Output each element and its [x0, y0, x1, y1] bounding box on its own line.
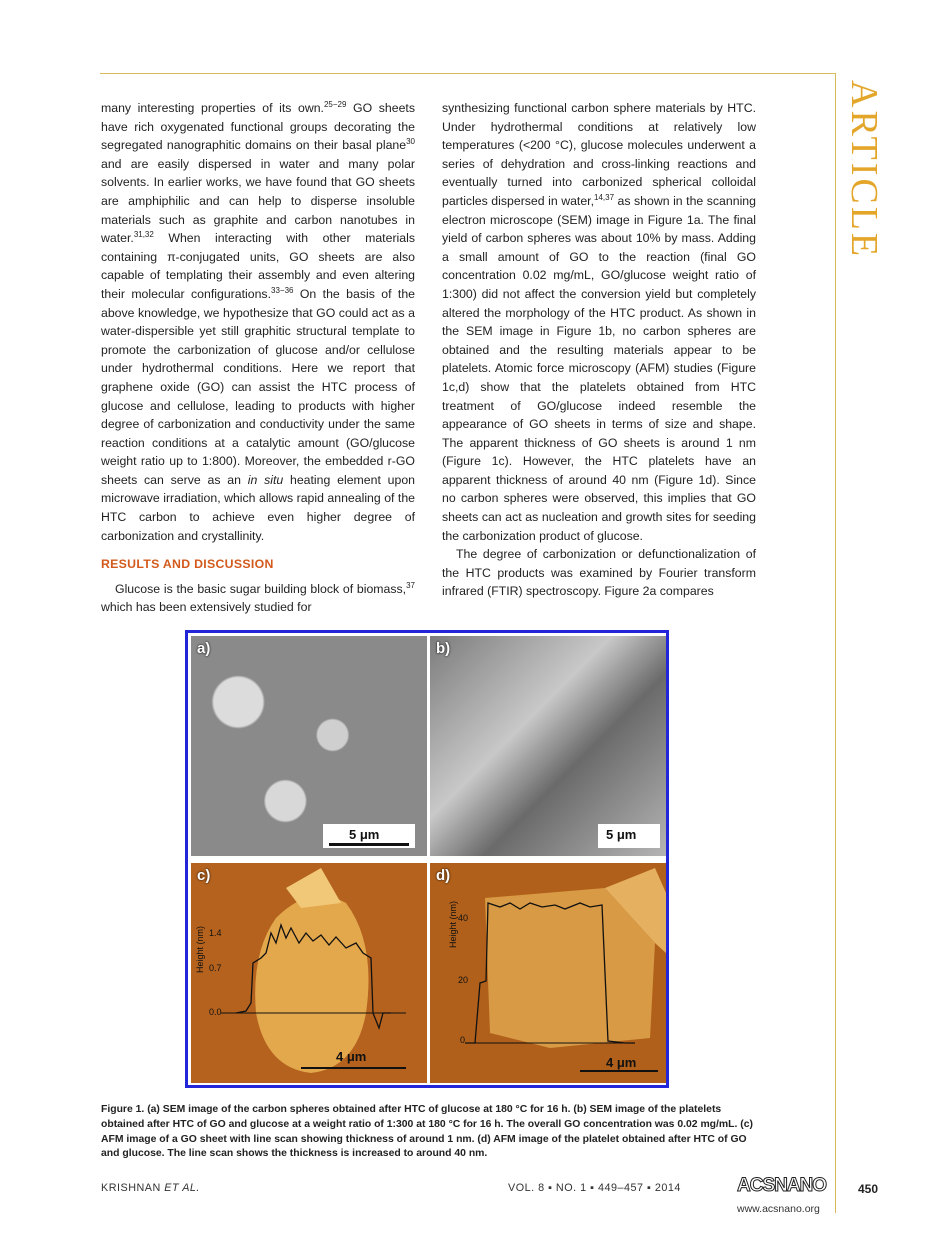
afm-d-image	[430, 863, 666, 1083]
right-paragraph-2: The degree of carbonization or defunctionalization of the HTC products was examined by Fourier transform infrared (FTIR) spectroscopy. Figure 2a compares	[442, 547, 756, 599]
afm-d-tick: 0	[460, 1035, 466, 1045]
panel-b-scale: 5 μm	[606, 827, 637, 842]
afm-panel-c	[191, 863, 427, 1083]
left-paragraph-2: Glucose is the basic sugar building block of biomass,$^{37}$ which has been extensively studied for	[101, 580, 415, 615]
panel-a-label: a)	[197, 640, 211, 657]
section-heading: RESULTS AND DISCUSSION	[101, 557, 274, 572]
right-paragraph-1: synthesizing functional carbon sphere materials by HTC. Under hydrothermal conditions at relatively low temperatures (<200 °C), glucose molecules underwent a series of dehydration and cross-linking reactions and eventually turned into carbonized spherical colloidal particles dispersed in water,$^{14,37}$ as shown in the scanning electron microscope (SEM) image in Figure 1a. The final yield of carbon spheres was about 10% by mass. Adding a small amount of GO to the reaction (final GO concentration 0.02 mg/mL, GO/glucose weight ratio of 1:300) did not affect the conversion yield but completely altered the morphology of the HTC product. As shown in the SEM image in Figure 1b, no carbon spheres are obtained and the resulting materials appear to be platelets. Atomic force microscopy (AFM) studies (Figure 1c,d) show that the platelets obtained from HTC treatment of GO/glucose indeed resemble the appearance of GO sheets in terms of size and shape. The apparent thickness of GO sheets is around 1 nm (Figure 1c). However, the HTC platelets have an apparent thickness of around 40 nm (Figure 1d). Since no carbon spheres were observed, this implies that GO sheets can act as nucleation and growth sites for seeding the carbonization product of glucose.	[442, 101, 756, 543]
figure-caption: Figure 1. (a) SEM image of the carbon spheres obtained after HTC of glucose at 180 °C for 16 h. (b) SEM image of the platelets obtained after HTC of GO and glucose at a weight ratio of 1:300 at 180 °C for 16 h. The overall GO concentration was 0.02 mg/mL. (c) AFM image of a GO sheet with line scan showing thickness of around 1 nm. (d) AFM image of the platelet obtained after HTC of GO and glucose. The line scan shows the thickness is increased to around 40 nm.	[101, 1104, 753, 1160]
page-number: 450	[858, 1182, 879, 1196]
journal-logo: ACSNANO	[737, 1175, 827, 1196]
panel-c-scale: 4 μm	[336, 1049, 367, 1064]
panel-b-label: b)	[436, 640, 451, 657]
afm-c-tick: 1.4	[209, 928, 222, 938]
afm-panel-d	[430, 863, 666, 1083]
figure-1	[185, 630, 669, 1088]
panel-a-scale: 5 μm	[349, 827, 380, 842]
afm-d-tick: 40	[458, 913, 469, 923]
afm-c-tick: 0.0	[209, 1007, 222, 1017]
afm-d-tick: 20	[458, 975, 469, 985]
footer-author: KRISHNAN ET AL.	[101, 1182, 200, 1194]
panel-d-label: d)	[436, 867, 451, 884]
margin-rule	[835, 73, 836, 1213]
panel-d-scale: 4 μm	[606, 1055, 637, 1070]
afm-c-axis-label: Height (nm)	[195, 925, 205, 973]
afm-d-axis-label: Height (nm)	[448, 900, 458, 948]
afm-c-tick: 0.7	[209, 963, 222, 973]
sem-panel-b	[430, 636, 666, 856]
journal-url[interactable]: www.acsnano.org	[737, 1203, 820, 1215]
right-column	[442, 99, 756, 601]
footer-volume: VOL. 8 ▪ NO. 1 ▪ 449–457 ▪ 2014	[508, 1182, 681, 1194]
panel-c-label: c)	[197, 867, 211, 884]
header-rule	[100, 73, 835, 74]
section-label: ARTICLE	[843, 80, 885, 260]
left-column	[101, 99, 415, 617]
sem-panel-a	[191, 636, 427, 856]
left-paragraph-1: many interesting properties of its own.$^{25-29}$ GO sheets have rich oxygenated functional groups decorating the segregated nanographitic domains on their basal plane$^{30}$ and are easily dispersed in water and many polar solvents. In earlier works, we have found that GO sheets are amphiphilic and can help to disperse insoluble materials such as graphite and carbon nanotubes in water.$^{31,32}$ When interacting with other materials containing π-conjugated units, GO sheets are also capable of templating their assembly and even altering their molecular configurations.$^{33-36}$ On the basis of the above knowledge, we hypothesize that GO could act as a water-dispersible yet still graphitic structural template to promote the carbonization of glucose and/or cellulose under hydrothermal conditions. Here we report that graphene oxide (GO) can assist the HTC process of glucose and cellulose, leading to products with higher degree of carbonization and conductivity under the same reaction conditions at a catalytic amount (GO/glucose weight ratio up to 1:800). Moreover, the embedded r-GO sheets can serve as an in situ heating element upon microwave irradiation, which allows rapid annealing of the HTC carbon to achieve even higher degree of carbonization and crystallinity.	[101, 99, 416, 543]
afm-c-image	[191, 863, 427, 1083]
